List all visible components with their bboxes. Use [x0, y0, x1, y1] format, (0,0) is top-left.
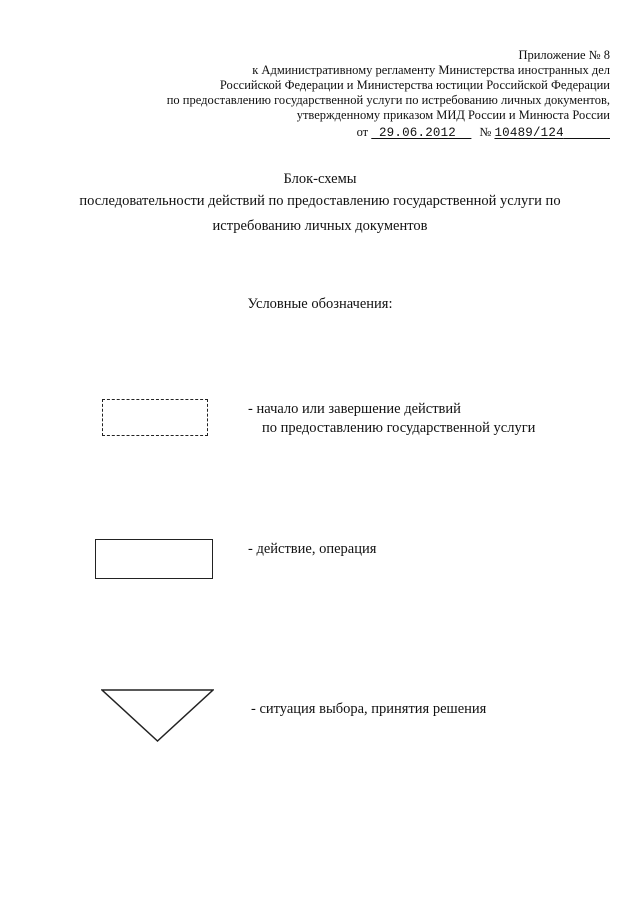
document-title: Блок-схемы — [283, 171, 357, 187]
order-number — [494, 126, 610, 140]
number-prefix: № — [479, 125, 492, 139]
legend-item-decision: - ситуация выбора, принятия решения — [251, 701, 487, 717]
appendix-header — [110, 48, 610, 141]
dashed-rectangle-symbol — [102, 399, 208, 436]
legend-item-action: - действие, операция — [248, 541, 377, 557]
document-subtitle-line1: последовательности действий по предоставлению государственной услуги по — [79, 193, 561, 209]
legend-title: Условные обозначения: — [247, 296, 393, 312]
legend-item-start-end: - начало или завершение действий — [248, 401, 461, 417]
legend-item-start-end-cont: по предоставлению государственной услуги — [262, 420, 536, 436]
regulation-reference: к Административному регламенту Министерства иностранных дел — [252, 63, 610, 77]
document-subtitle-line2: истребованию личных документов — [212, 218, 428, 234]
service-line: по предоставлению государственной услуги по истребованию личных документов, — [166, 93, 610, 107]
inverted-triangle-symbol — [101, 689, 214, 743]
appendix-number: Приложение № 8 — [518, 48, 610, 62]
order-number-value: 10489/124 — [494, 126, 564, 140]
solid-rectangle-symbol — [95, 539, 213, 579]
order-date-number — [110, 125, 610, 141]
ministries-line: Российской Федерации и Министерства юстиции Российской Федерации — [219, 78, 610, 92]
order-date — [371, 126, 471, 140]
date-prefix: от — [356, 125, 369, 139]
approval-line: утвержденному приказом МИД России и Минюста России — [296, 108, 610, 122]
order-date-value: 29.06.2012 — [378, 126, 456, 140]
